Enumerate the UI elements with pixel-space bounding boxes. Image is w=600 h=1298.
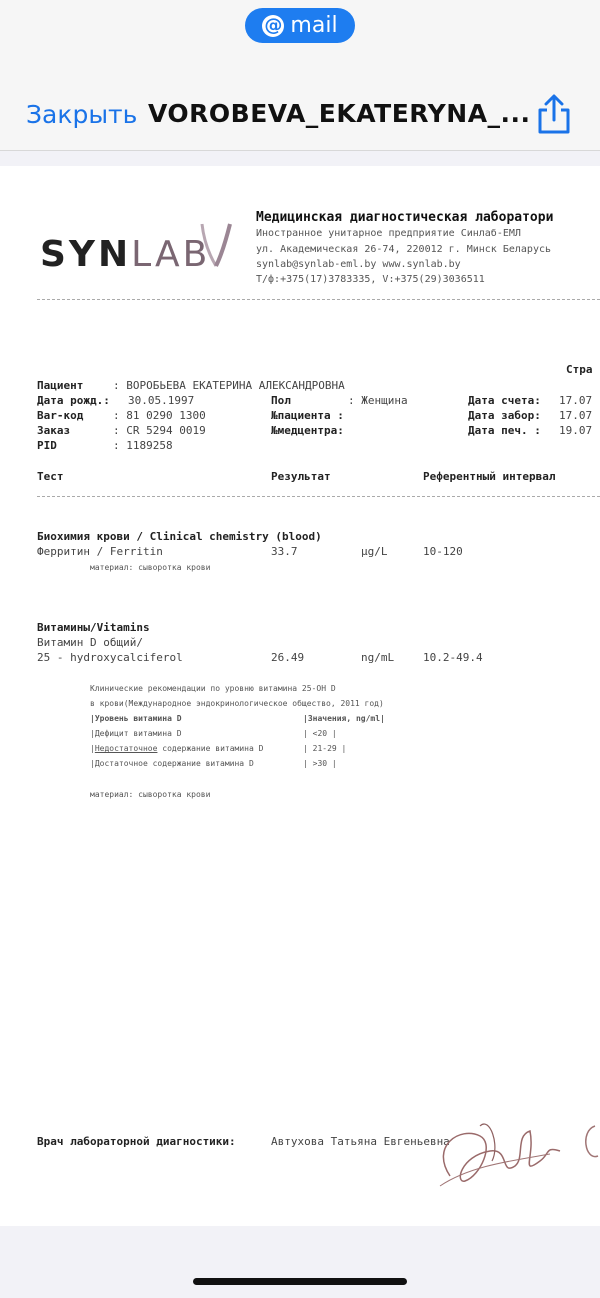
test-name-ferritin: Ферритин / Ferritin [37,545,163,558]
lab-phones: Т/ф:+375(17)3783335, V:+375(29)3036511 [256,274,485,285]
divider [37,299,600,300]
table-row-sufficient: |Достаточное содержание витамина D [90,759,254,768]
center-number-label: №медцентра: [271,424,344,437]
lab-org: Иностранное унитарное предприятие Синлаб-ЕМЛ [256,228,521,239]
signature-image [420,1106,600,1196]
column-test: Тест [37,470,64,483]
mail-label: mail [290,13,338,38]
recommendation-note-line1: Клинические рекомендации по уровню витамина 25-ОН D [90,684,336,693]
section-title-vitamins: Витамины/Vitamins [37,621,150,634]
table-header-values: |Значения, ng/ml| [303,714,385,723]
home-indicator[interactable] [193,1278,407,1285]
dob-label: Дата рожд.: [37,394,110,407]
invoice-date-value: 17.07 [559,394,593,407]
divider [37,496,600,497]
synlab-leaf-icon [196,222,236,272]
top-toolbar [0,0,600,151]
order-label: Заказ [37,424,71,437]
pid-label: PID [37,439,57,452]
mail-app-badge[interactable] [245,8,355,43]
table-header-level: |Уровень витамина D [90,714,182,723]
sex-label: Пол [271,394,291,407]
table-row-insufficient: |Недостаточное содержание витамина D [90,744,264,753]
barcode-value: : 81 0290 1300 [113,409,206,422]
barcode-label: Bar-код [37,409,84,422]
synlab-logo: SYNLAB [40,234,211,275]
lab-name: Медицинская диагностическая лаборатори [256,210,554,225]
table-row-sufficient-value: | >30 | [303,759,337,768]
print-date-label: Дата печ. : [468,424,541,437]
column-result: Результат [271,470,331,483]
table-row-deficiency: |Дефицит витамина D [90,729,182,738]
doctor-name: Автухова Татьяна Евгеньевна [271,1135,450,1148]
reference-range-vitamin-d: 10.2-49.4 [423,651,483,664]
invoice-date-label: Дата счета: [468,394,541,407]
patient-number-label: №пациента : [271,409,344,422]
patient-value: : ВОРОБЬЕВА ЕКАТЕРИНА АЛЕКСАНДРОВНА [113,379,345,392]
lab-address: ул. Академическая 26-74, 220012 г. Минск Беларусь [256,244,552,255]
sex-value: : Женщина [348,394,408,407]
test-name-vitamin-d-line2: 25 - hydroxycalciferol [37,651,183,664]
at-icon: @ [264,14,283,36]
result-unit-vitamin-d: ng/mL [361,651,395,664]
print-date-value: 19.07 [559,424,593,437]
document-page [0,166,600,1226]
result-unit-ferritin: µg/L [361,545,388,558]
result-value-vitamin-d: 26.49 [271,651,305,664]
doctor-label: Врач лабораторной диагностики: [37,1135,236,1148]
lab-contacts: synlab@synlab-eml.by www.synlab.by [256,259,461,270]
order-value: : CR 5294 0019 [113,424,206,437]
collect-date-label: Дата забор: [468,409,541,422]
pid-value: : 1189258 [113,439,173,452]
page-label: Стра [566,363,593,376]
table-row-insufficient-value: | 21-29 | [303,744,347,753]
result-value-ferritin: 33.7 [271,545,298,558]
reference-range-ferritin: 10-120 [423,545,463,558]
close-button[interactable]: Закрыть [26,100,138,129]
dob-value: 30.05.1997 [128,394,195,407]
material-note: материал: сыворотка крови [90,563,211,572]
document-title: VOROBEVA_EKATERYNA_... [148,99,531,128]
column-reference: Референтный интервал [423,470,556,483]
material-note: материал: сыворотка крови [90,790,211,799]
section-title-biochemistry: Биохимия крови / Clinical chemistry (blood) [37,530,322,543]
recommendation-note-line2: в крови(Международное эндокринологическое общество, 2011 год) [90,699,384,708]
patient-label: Пациент [37,379,84,392]
share-icon[interactable] [535,94,573,134]
table-row-deficiency-value: | <20 | [303,729,337,738]
test-name-vitamin-d-line1: Витамин D общий/ [37,636,143,649]
collect-date-value: 17.07 [559,409,593,422]
